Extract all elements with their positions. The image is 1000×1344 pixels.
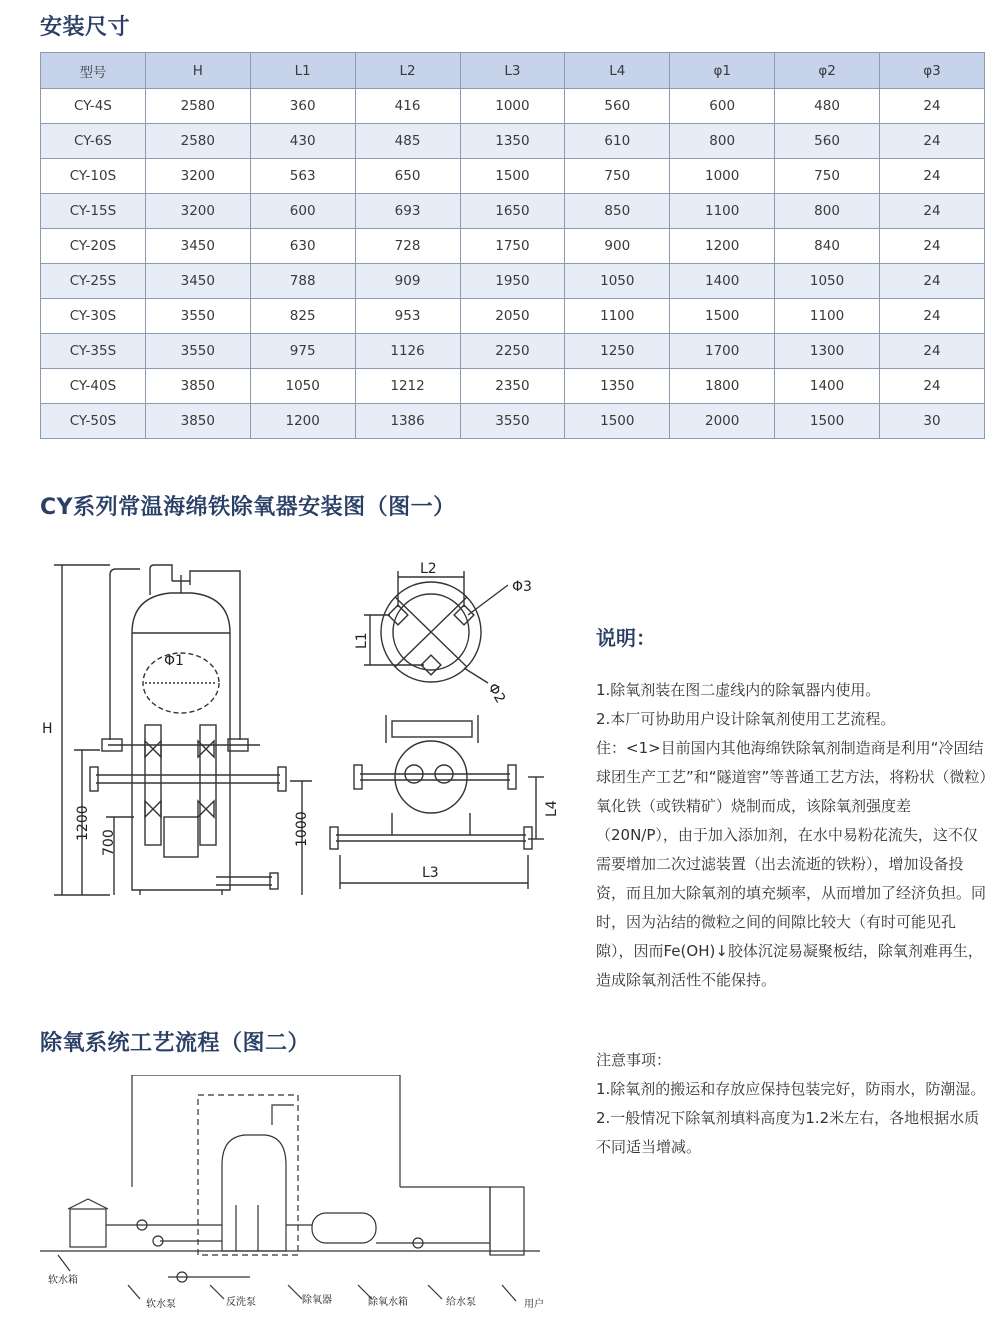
explanation-line-1: 1.除氧剂装在图二虚线内的除氧器内使用。 (596, 681, 881, 699)
label-phi3: Φ3 (512, 579, 532, 595)
table-cell: 1100 (775, 299, 880, 334)
table-cell: 3450 (145, 229, 250, 264)
table-cell: 1800 (670, 369, 775, 404)
table-cell: 1400 (775, 369, 880, 404)
table-header-cell: L3 (460, 53, 565, 89)
section-title-dimensions: 安装尺寸 (40, 15, 131, 40)
table-cell: 24 (880, 159, 985, 194)
table-header-cell: L1 (250, 53, 355, 89)
notes-heading: 注意事项： (596, 1051, 672, 1069)
dimensions-table (40, 52, 985, 439)
table-row (41, 159, 985, 194)
process-flow-diagram (40, 1075, 550, 1325)
table-cell: 24 (880, 264, 985, 299)
table-cell: 600 (670, 89, 775, 124)
table-cell: 430 (250, 124, 355, 159)
table-header-cell: φ1 (670, 53, 775, 89)
flow-label-backwash-pump: 反洗泵 (226, 1297, 256, 1308)
table-cell: 24 (880, 299, 985, 334)
table-cell: 3450 (145, 264, 250, 299)
flow-label-deaerated-tank: 除氧水箱 (368, 1297, 408, 1308)
table-cell: 728 (355, 229, 460, 264)
table-cell: 825 (250, 299, 355, 334)
label-700: 700 (101, 829, 117, 856)
table-cell: 850 (565, 194, 670, 229)
table-cell: 650 (355, 159, 460, 194)
table-cell: 840 (775, 229, 880, 264)
installation-drawing (40, 555, 570, 905)
table-cell: 30 (880, 404, 985, 439)
table-cell: 2050 (460, 299, 565, 334)
section-title-install-drawing: CY系列常温海绵铁除氧器安装图（图一） (40, 495, 456, 520)
table-cell: 3550 (145, 299, 250, 334)
table-cell: 1200 (670, 229, 775, 264)
table-cell: 1050 (565, 264, 670, 299)
table-header-cell: L2 (355, 53, 460, 89)
table-cell: 1250 (565, 334, 670, 369)
table-header-row (41, 53, 985, 89)
table-cell: 485 (355, 124, 460, 159)
table-row (41, 299, 985, 334)
table-cell: 1650 (460, 194, 565, 229)
table-cell: 1050 (250, 369, 355, 404)
table-cell: CY-6S (41, 124, 146, 159)
table-cell: 1950 (460, 264, 565, 299)
table-cell: 560 (775, 124, 880, 159)
table-cell: CY-50S (41, 404, 146, 439)
table-cell: 1750 (460, 229, 565, 264)
table-row (41, 229, 985, 264)
label-H: H (42, 721, 53, 737)
table-cell: 1500 (565, 404, 670, 439)
table-cell: 3550 (460, 404, 565, 439)
table-cell: 24 (880, 369, 985, 404)
table-cell: 24 (880, 334, 985, 369)
table-cell: 1700 (670, 334, 775, 369)
table-cell: 909 (355, 264, 460, 299)
table-cell: 2580 (145, 124, 250, 159)
table-cell: 480 (775, 89, 880, 124)
table-cell: 750 (565, 159, 670, 194)
flow-label-soft-water-tank: 软水箱 (48, 1275, 78, 1286)
label-1200: 1200 (75, 805, 91, 841)
table-header-cell: 型号 (41, 53, 146, 89)
table-cell: 953 (355, 299, 460, 334)
table-cell: 1100 (670, 194, 775, 229)
table-cell: 1000 (460, 89, 565, 124)
table-cell: 24 (880, 124, 985, 159)
table-cell: 2350 (460, 369, 565, 404)
table-cell: 3850 (145, 369, 250, 404)
table-cell: 1350 (565, 369, 670, 404)
table-cell: CY-40S (41, 369, 146, 404)
table-cell: 1212 (355, 369, 460, 404)
table-row (41, 124, 985, 159)
table-cell: 1500 (460, 159, 565, 194)
table-cell: 800 (775, 194, 880, 229)
table-cell: 1100 (565, 299, 670, 334)
table-cell: 416 (355, 89, 460, 124)
table-cell: CY-30S (41, 299, 146, 334)
table-cell: 1350 (460, 124, 565, 159)
table-cell: 2250 (460, 334, 565, 369)
table-cell: 563 (250, 159, 355, 194)
table-cell: CY-25S (41, 264, 146, 299)
table-header-cell: φ2 (775, 53, 880, 89)
table-cell: 630 (250, 229, 355, 264)
table-cell: 1500 (670, 299, 775, 334)
table-row (41, 194, 985, 229)
notes-line-1: 1.除氧剂的搬运和存放应保持包装完好，防雨水，防潮湿。 (596, 1080, 986, 1098)
table-row (41, 404, 985, 439)
label-L1: L1 (354, 632, 370, 649)
table-cell: 360 (250, 89, 355, 124)
table-cell: 3200 (145, 159, 250, 194)
table-cell: 2580 (145, 89, 250, 124)
table-body (41, 89, 985, 439)
notes-line-2: 2.一般情况下除氧剂填料高度为1.2米左右，各地根据水质不同适当增减。 (596, 1109, 980, 1156)
table-cell: 600 (250, 194, 355, 229)
table-cell: 610 (565, 124, 670, 159)
section-title-process-flow: 除氧系统工艺流程（图二） (40, 1031, 311, 1056)
table-cell: 693 (355, 194, 460, 229)
explanation-heading: 说明： (596, 626, 656, 650)
table-cell: 3850 (145, 404, 250, 439)
table-header-cell: H (145, 53, 250, 89)
table-cell: 1050 (775, 264, 880, 299)
table-cell: 3200 (145, 194, 250, 229)
label-phi2: Φ2 (484, 680, 509, 707)
table-cell: 24 (880, 229, 985, 264)
label-1000: 1000 (294, 811, 310, 847)
table-cell: 900 (565, 229, 670, 264)
table-cell: 2000 (670, 404, 775, 439)
table-cell: CY-35S (41, 334, 146, 369)
flow-label-deaerator: 除氧器 (302, 1295, 332, 1306)
table-row (41, 334, 985, 369)
table-cell: 1386 (355, 404, 460, 439)
table-cell: 24 (880, 89, 985, 124)
explanation-line-2: 2.本厂可协助用户设计除氧剂使用工艺流程。 (596, 710, 896, 728)
table-cell: 788 (250, 264, 355, 299)
flow-label-feed-pump: 给水泵 (446, 1297, 476, 1308)
table-cell: 800 (670, 124, 775, 159)
label-phi1: Φ1 (164, 653, 184, 669)
table-row (41, 369, 985, 404)
explanation-note: 住：<1>目前国内其他海绵铁除氧剂制造商是利用“冷固结球团生产工艺”和“隧道窖”等普通工艺方法，将粉状（微粒）氧化铁（或铁精矿）烧制而成，该除氧剂强度差（20N/P），由于加入添加剂，在水中易粉花流失，这不仅需要增加二次过滤装置（出去流逝的铁粉），增加设备投资，而且加大除氧剂的填充频率，从而增加了经济负担。同时，因为沾结的微粒之间的间隙比较大（有时可能见孔隙），因而Fe(OH)↓胶体沉淀易凝聚板结，除氧剂难再生，造成除氧剂活性不能保持。 (596, 739, 987, 989)
table-cell: 24 (880, 194, 985, 229)
flow-label-user: 用户 (524, 1299, 544, 1310)
table-cell: 3550 (145, 334, 250, 369)
explanation-body (596, 676, 988, 995)
label-L2: L2 (420, 561, 437, 577)
table-cell: 975 (250, 334, 355, 369)
flow-label-soft-water-pump: 软水泵 (146, 1299, 176, 1310)
table-cell: CY-10S (41, 159, 146, 194)
table-cell: CY-15S (41, 194, 146, 229)
label-L4: L4 (544, 800, 560, 817)
table-cell: 1200 (250, 404, 355, 439)
table-cell: 1126 (355, 334, 460, 369)
table-row (41, 89, 985, 124)
label-L3: L3 (422, 865, 439, 881)
table-header-cell: L4 (565, 53, 670, 89)
table-cell: 1400 (670, 264, 775, 299)
table-cell: 1000 (670, 159, 775, 194)
table-cell: 1500 (775, 404, 880, 439)
table-header-cell: φ3 (880, 53, 985, 89)
table-cell: 1300 (775, 334, 880, 369)
table-row (41, 264, 985, 299)
table-cell: CY-20S (41, 229, 146, 264)
notes-section (596, 1046, 988, 1162)
table-cell: 750 (775, 159, 880, 194)
table-cell: 560 (565, 89, 670, 124)
table-cell: CY-4S (41, 89, 146, 124)
